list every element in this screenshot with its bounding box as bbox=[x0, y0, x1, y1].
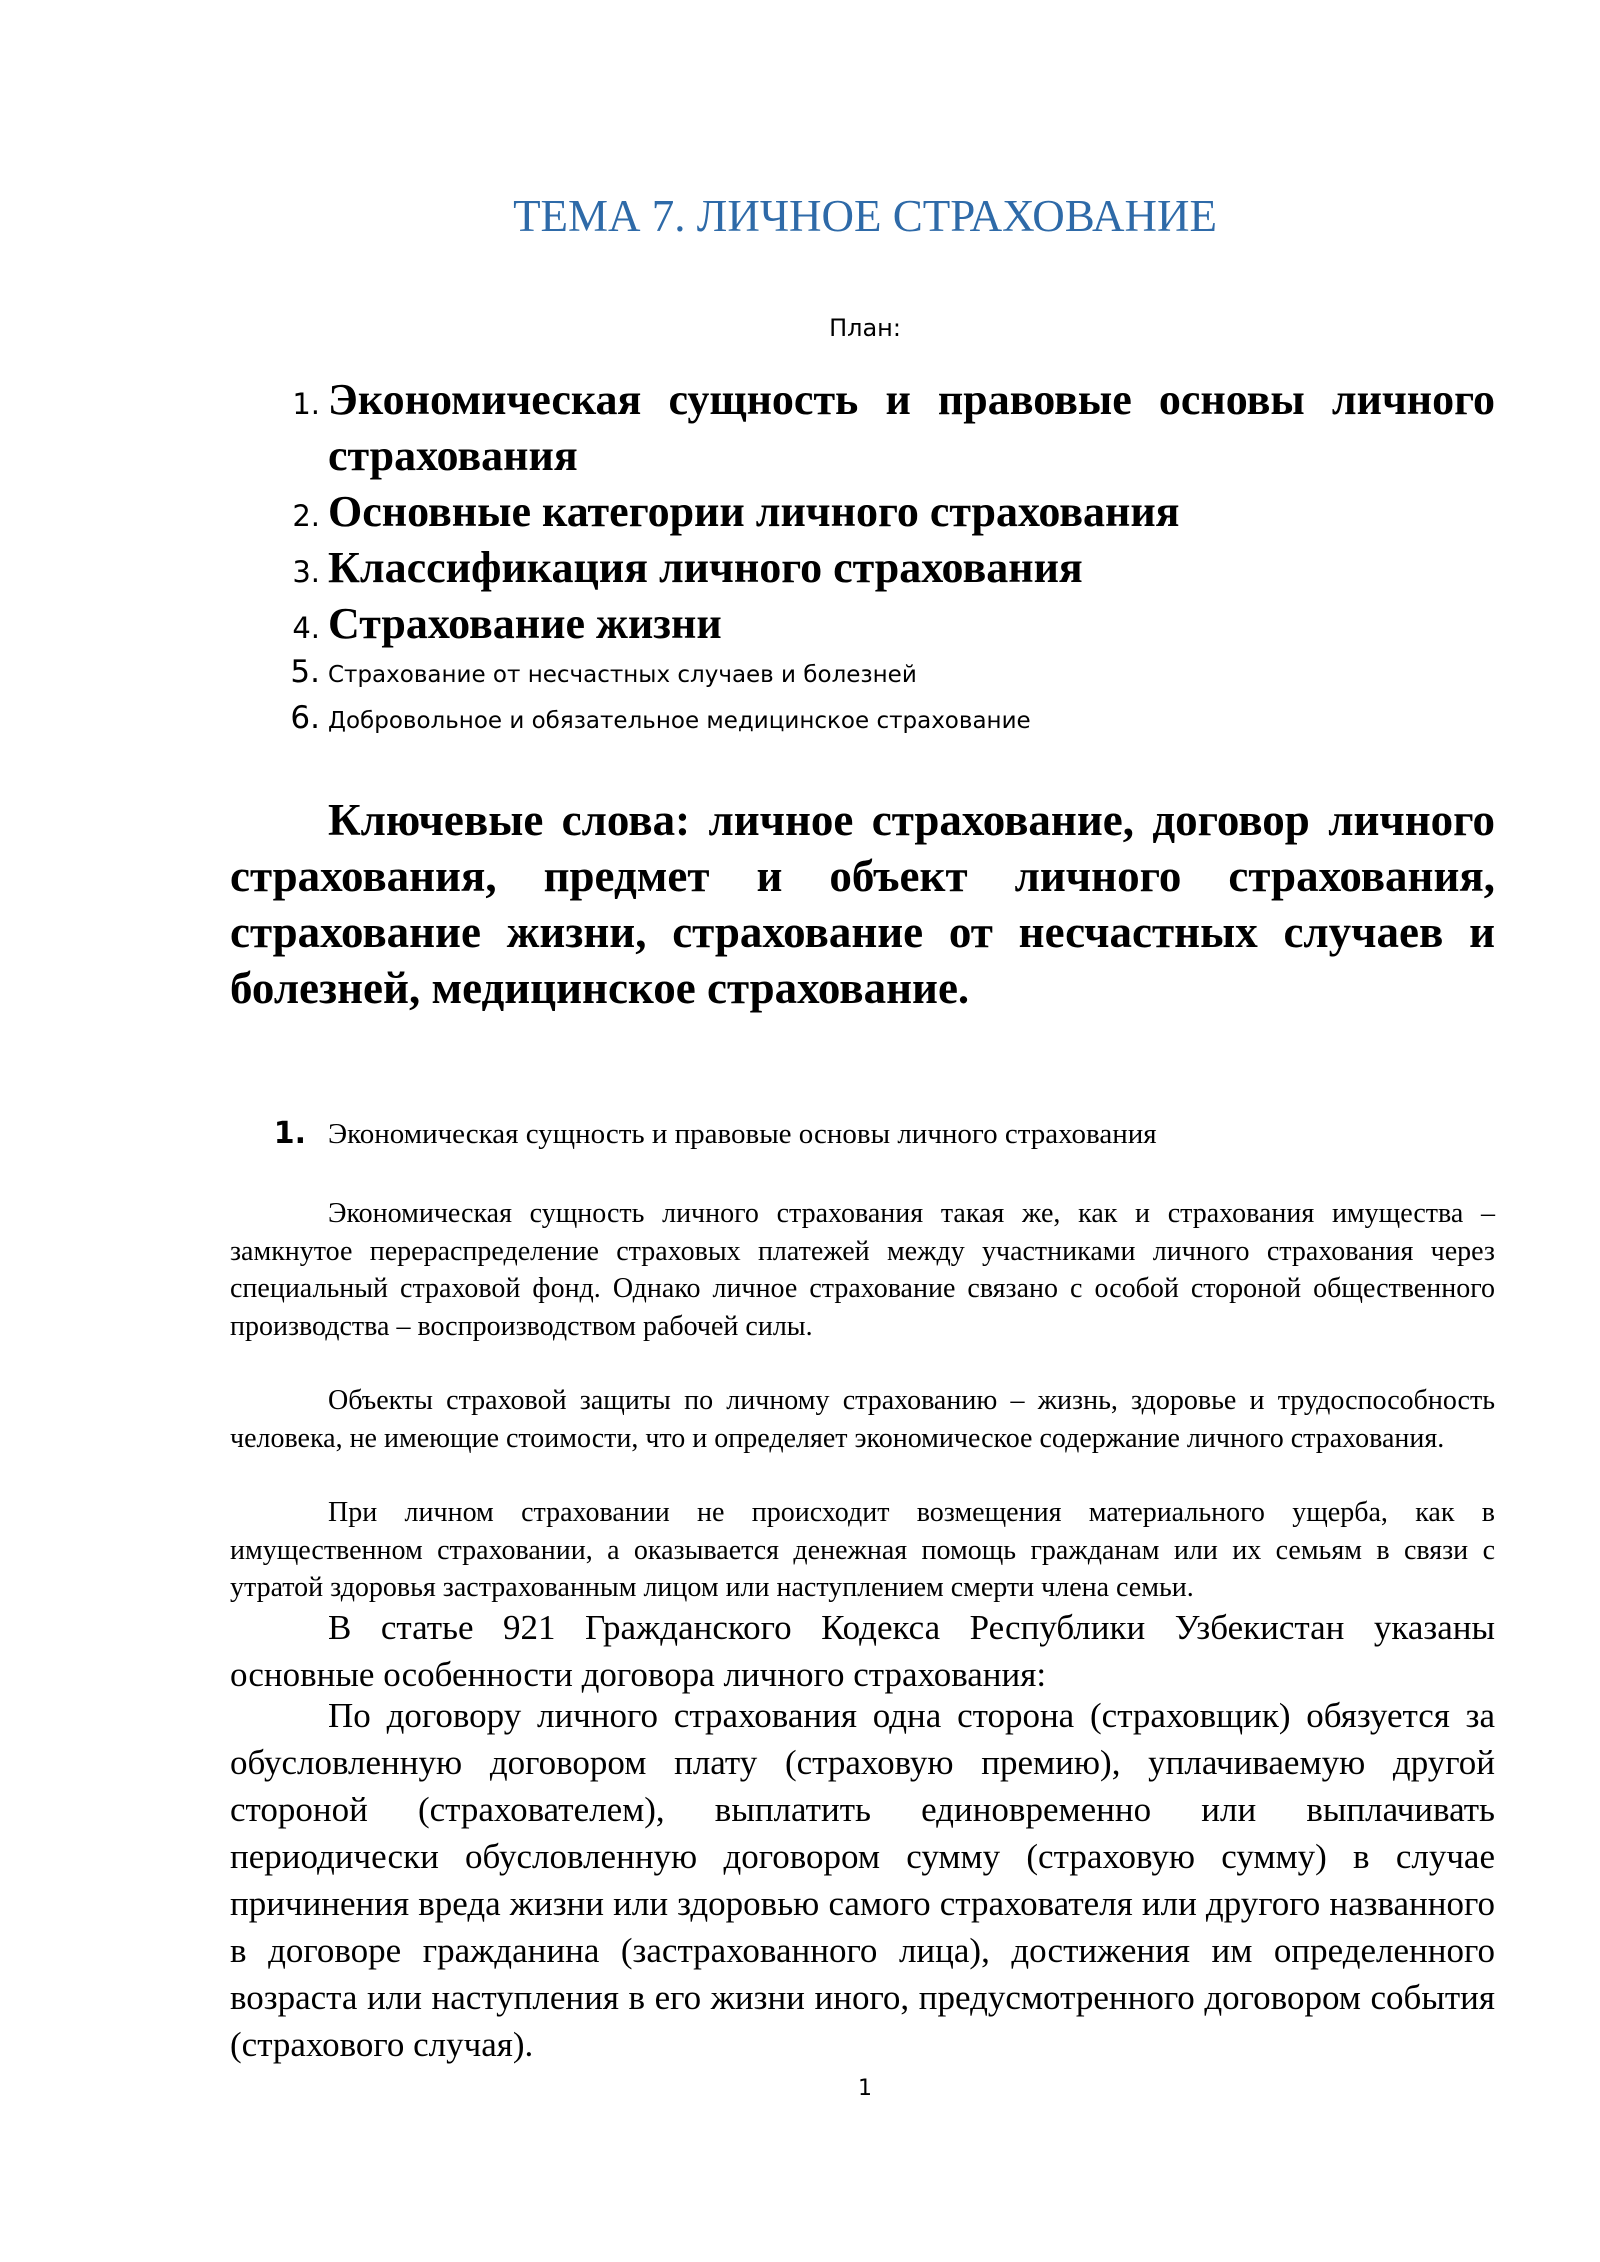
plan-item-number: 3. bbox=[292, 555, 320, 589]
body-paragraph: При личном страховании не происходит возмещения материального ущерба, как в имущественном страховании, а оказывается денежная помощь гражданам или их семьям в связи с утратой здоровья застрахованным лицом или наступлением смерти члена семьи. bbox=[230, 1497, 1495, 1603]
body-paragraph: В статье 921 Гражданского Кодекса Республики Узбекистан указаны основные особенности договора личного страхования: bbox=[230, 1608, 1495, 1694]
body-paragraph: Экономическая сущность личного страхования такая же, как и страхования имущества – замкнутое перераспределение страховых платежей между участниками личного страхования через специальный страховой фонд. Однако личное страхование связано с особой стороной общественного производства – воспроизводством рабочей силы. bbox=[230, 1198, 1495, 1342]
plan-item-number: 6. bbox=[290, 700, 320, 736]
plan-item-text: Страхование от несчастных случаев и болезней bbox=[328, 662, 917, 688]
page-number: 1 bbox=[858, 2076, 872, 2101]
plan-item bbox=[230, 652, 1495, 698]
plan-item-text: Экономическая сущность и правовые основы личного страхования bbox=[328, 375, 1495, 480]
section-heading bbox=[230, 1116, 1495, 1151]
plan-item-number: 4. bbox=[292, 611, 320, 645]
plan-item bbox=[230, 540, 1495, 596]
body-paragraph: Объекты страховой защиты по личному страхованию – жизнь, здоровье и трудоспособность человека, не имеющие стоимости, что и определяет экономическое содержание личного страхования. bbox=[230, 1385, 1495, 1454]
plan-item-text: Страхование жизни bbox=[328, 599, 722, 648]
plan-item bbox=[230, 698, 1495, 744]
keywords-paragraph: Ключевые слова: личное страхование, договор личного страхования, предмет и объект личного страхования, страхование жизни, страхование от несчастных случаев и болезней, медицинское страхование. bbox=[230, 795, 1495, 1013]
body-paragraph: По договору личного страхования одна сторона (страховщик) обязуется за обусловленную договором плату (страховую премию), уплачиваемую другой стороной (страхователем), выплатить единовременно или выплачивать периодически обусловленную договором сумму (страховую сумму) в случае причинения вреда жизни или здоровью самого страхователя или другого названного в договоре гражданина (застрахованного лица), достижения им определенного возраста или наступления в его жизни иного, предусмотренного договором события (страхового случая). bbox=[230, 1696, 1495, 2064]
plan-item-text: Основные категории личного страхования bbox=[328, 487, 1180, 536]
section-number: 1. bbox=[273, 1116, 306, 1151]
plan-item-number: 5. bbox=[290, 654, 320, 690]
plan-item-number: 2. bbox=[292, 499, 320, 533]
plan-item-text: Классификация личного страхования bbox=[328, 543, 1083, 592]
plan-item bbox=[230, 372, 1495, 484]
plan-item bbox=[230, 484, 1495, 540]
plan-item-number: 1. bbox=[292, 387, 320, 421]
section-title: Экономическая сущность и правовые основы личного страхования bbox=[328, 1118, 1157, 1150]
plan-item-text: Добровольное и обязательное медицинское страхование bbox=[328, 708, 1031, 734]
plan-list bbox=[230, 372, 1495, 744]
page-title: ТЕМА 7. ЛИЧНОЕ СТРАХОВАНИЕ bbox=[513, 191, 1217, 241]
plan-item bbox=[230, 596, 1495, 652]
plan-label: План: bbox=[829, 314, 901, 342]
